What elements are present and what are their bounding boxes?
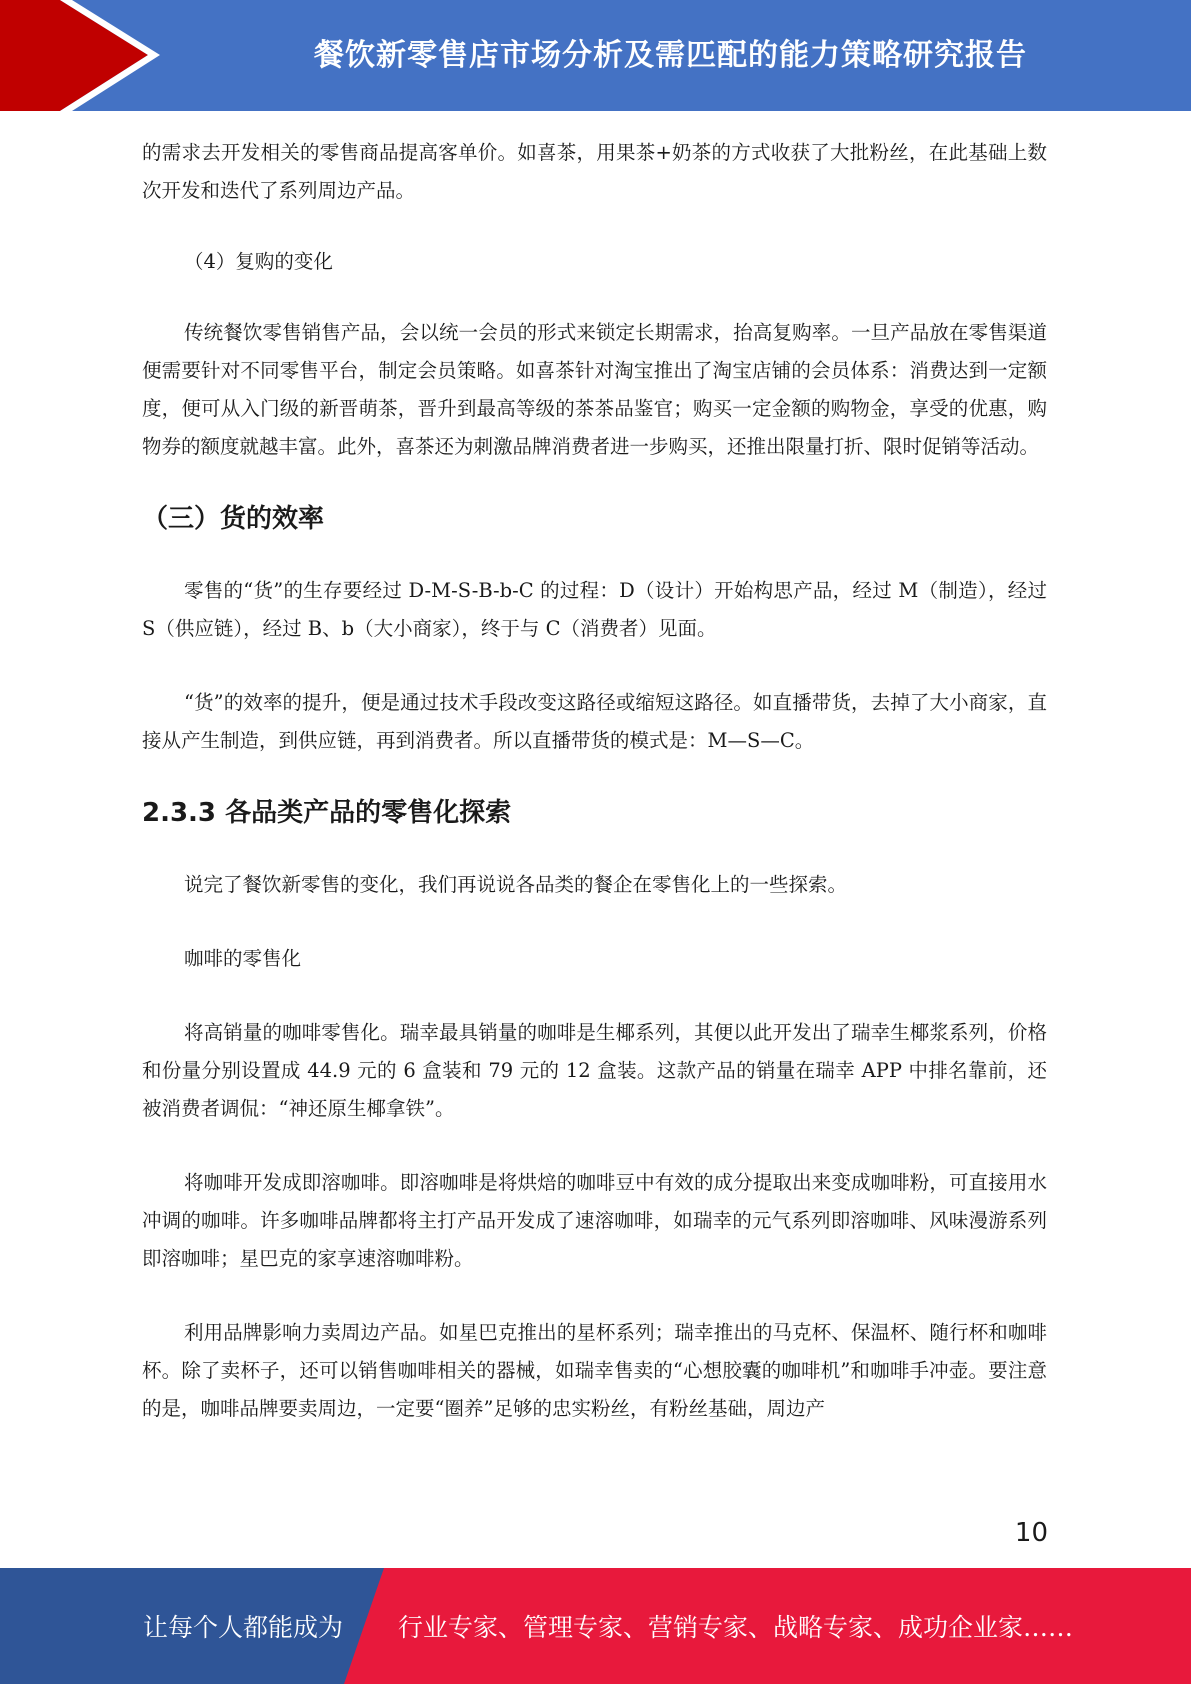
paragraph-instant-coffee: 将咖啡开发成即溶咖啡。即溶咖啡是将烘焙的咖啡豆中有效的成分提取出来变成咖啡粉，可直接用水冲调的咖啡。许多咖啡品牌都将主打产品开发成了速溶咖啡，如瑞幸的元气系列即溶咖啡、风味漫游系列即溶咖啡；星巴克的家享速溶咖啡粉。 — [142, 1171, 1047, 1270]
page-header — [0, 0, 1191, 111]
page-number: 10 — [1014, 1518, 1048, 1548]
subheading-repurchase: （4）复购的变化 — [184, 250, 333, 273]
paragraph-goods-efficiency: “货”的效率的提升，便是通过技术手段改变这路径或缩短这路径。如直播带货，去掉了大小商家，直接从产生制造，到供应链，再到消费者。所以直播带货的模式是：M—S—C。 — [142, 691, 1047, 752]
page-content — [142, 134, 1047, 1428]
paragraph-category-intro: 说完了餐饮新零售的变化，我们再说说各品类的餐企在零售化上的一些探索。 — [184, 873, 848, 896]
paragraph-coffee-title: 咖啡的零售化 — [184, 947, 302, 970]
paragraph-intro: 的需求去开发相关的零售商品提高客单价。如喜茶，用果茶+奶茶的方式收获了大批粉丝，在此基础上数次开发和迭代了系列周边产品。 — [142, 141, 1047, 202]
paragraph-merchandise: 利用品牌影响力卖周边产品。如星巴克推出的星杯系列；瑞幸推出的马克杯、保温杯、随行杯和咖啡杯。除了卖杯子，还可以销售咖啡相关的器械，如瑞幸售卖的“心想胶囊的咖啡机”和咖啡手冲壶。要注意的是，咖啡品牌要卖周边，一定要“圈养”足够的忠实粉丝，有粉丝基础，周边产 — [142, 1321, 1047, 1420]
heading-goods-efficiency: （三）货的效率 — [142, 504, 325, 534]
footer-slogan-left: 让每个人都能成为 — [143, 1613, 344, 1642]
footer-slogan-right: 行业专家、管理专家、营销专家、战略专家、成功企业家…… — [398, 1613, 1074, 1642]
paragraph-goods-process: 零售的“货”的生存要经过 D-M-S-B-b-C 的过程：D（设计）开始构思产品，经过 M（制造），经过 S（供应链），经过 B、b（大小商家），终于与 C（消费者）见面。 — [142, 579, 1047, 640]
page-footer — [0, 1568, 1191, 1684]
header-title: 餐饮新零售店市场分析及需匹配的能力策略研究报告 — [314, 38, 1027, 73]
heading-section-2-3-3: 2.3.3 各品类产品的零售化探索 — [142, 798, 512, 828]
paragraph-repurchase: 传统餐饮零售销售产品，会以统一会员的形式来锁定长期需求，抬高复购率。一旦产品放在零售渠道便需要针对不同零售平台，制定会员策略。如喜茶针对淘宝推出了淘宝店铺的会员体系：消费达到一定额度，便可从入门级的新晋萌茶，晋升到最高等级的茶茶品鉴官；购买一定金额的购物金，享受的优惠，购物券的额度就越丰富。此外，喜茶还为刺激品牌消费者进一步购买，还推出限量打折、限时促销等活动。 — [142, 321, 1047, 458]
paragraph-coffee-retail: 将高销量的咖啡零售化。瑞幸最具销量的咖啡是生椰系列，其便以此开发出了瑞幸生椰浆系列，价格和份量分别设置成 44.9 元的 6 盒装和 79 元的 12 盒装。这款产品的销量在瑞幸 APP 中排名靠前，还被消费者调侃：“神还原生椰拿铁”。 — [142, 1021, 1047, 1120]
